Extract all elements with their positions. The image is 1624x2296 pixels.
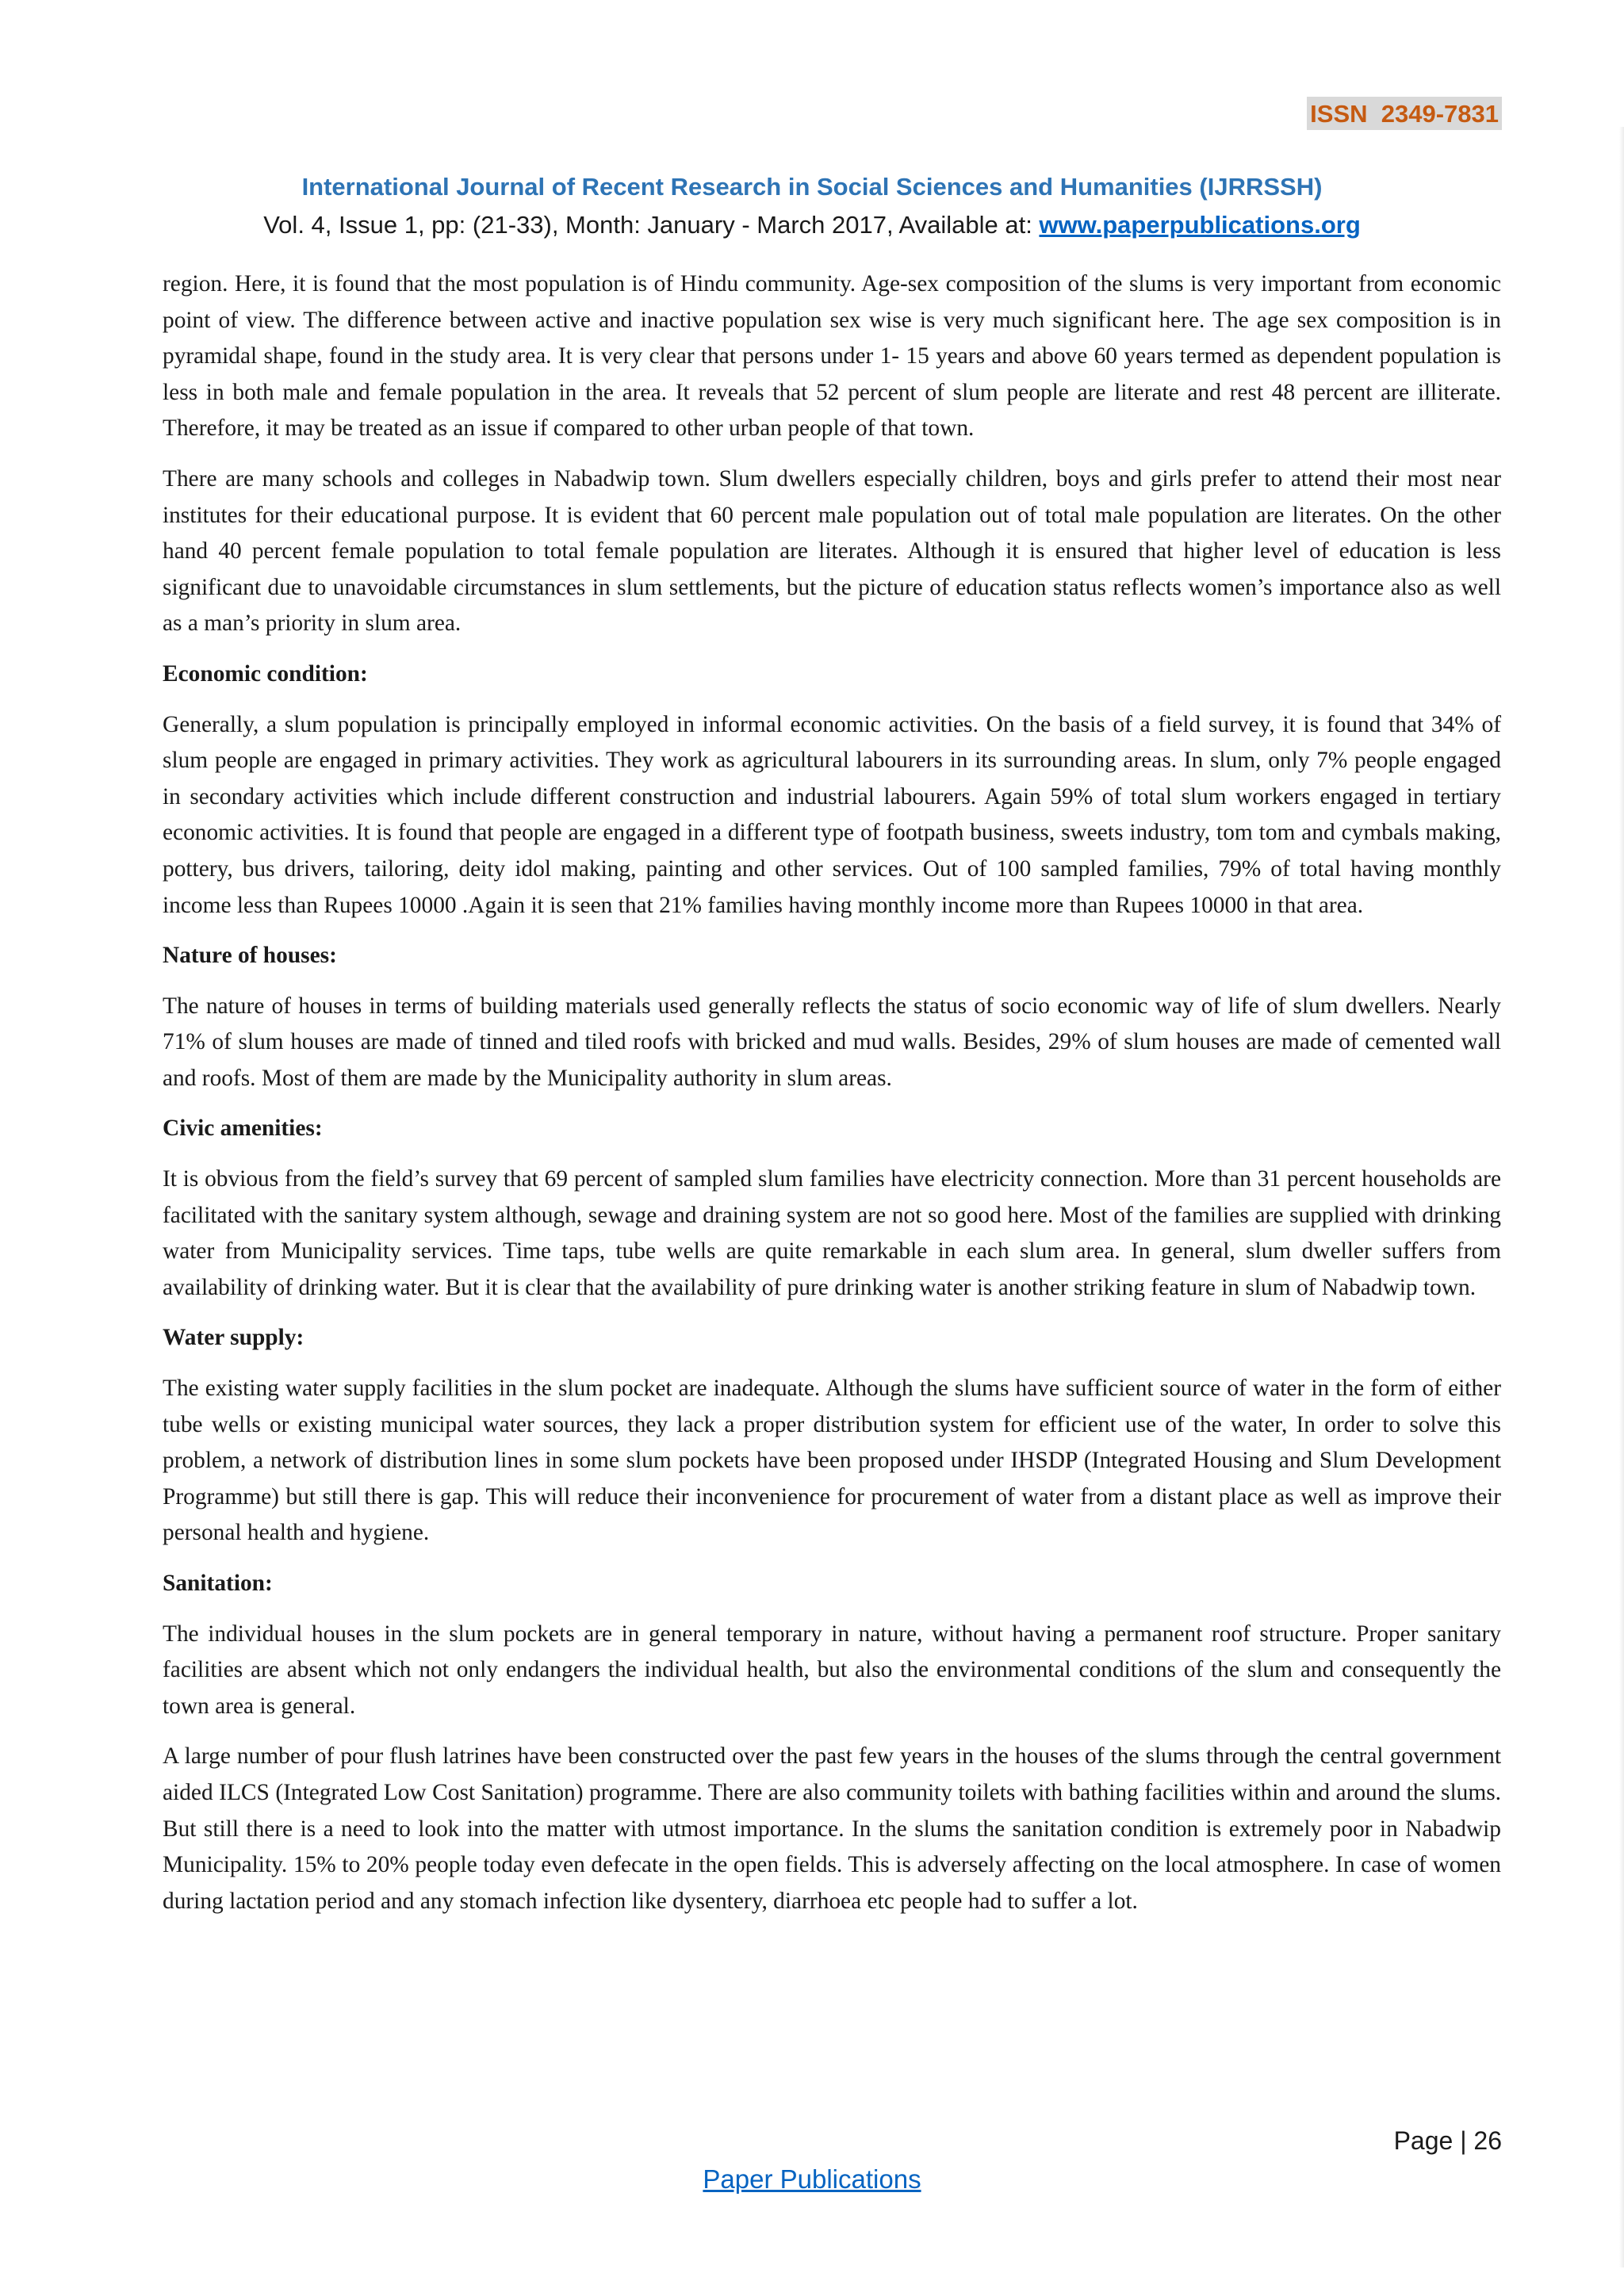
paragraph-sanitation-2: A large number of pour flush latrines have been constructed over the past few years in the houses of the slums through the central government aided ILCS (Integrated Low Cost Sanitation) programme. There are also community toilets with bathing facilities within and around the slums. But still there is a need to look into the matter with utmost importance. In the slums the sanitation condition is extremely poor in Nabadwip Municipality. 15% to 20% people today even defecate in the open fields. This is adversely affecting on the local atmosphere. In case of women during lactation period and any stomach infection like dysentery, diarrhoea etc people had to suffer a lot. (163, 1743, 1501, 1914)
page-edge-shadow (1619, 127, 1624, 2267)
journal-info-text: Vol. 4, Issue 1, pp: (21-33), Month: January - March 2017, Available at: (263, 211, 1040, 239)
publisher-link[interactable]: Paper Publications (703, 2164, 921, 2194)
paragraph-civic-amenities: It is obvious from the field’s survey that 69 percent of sampled slum families have electricity connection. More than 31 percent households are facilitated with the sanitary system although, sewage and draining system are not so good here. Most of the families are supplied with drinking water from Municipality services. Time taps, tube wells are quite remarkable in each slum area. In general, slum dweller suffers from availability of drinking water. But it is clear that the availability of pure drinking water is another striking feature in slum of Nabadwip town. (163, 1166, 1501, 1300)
paragraph-sanitation-1: The individual houses in the slum pockets are in general temporary in nature, without having a permanent roof structure. Proper sanitary facilities are absent which not only endangers the individual health, but also the environmental conditions of the slum and consequently the town area is general. (163, 1621, 1501, 1719)
heading-nature-of-houses: Nature of houses: (163, 943, 337, 969)
journal-info (0, 211, 1624, 239)
issn-label: ISSN 2349-7831 (1307, 97, 1502, 130)
heading-water-supply: Water supply: (163, 1325, 304, 1351)
paragraph-education: There are many schools and colleges in Nabadwip town. Slum dwellers especially children, boys and girls prefer to attend their most near institutes for their educational purpose. It is evident that 60 percent male population out of total male population are literates. On the other hand 40 percent female population to total female population are literates. Although it is ensured that higher level of education is less significant due to unavoidable circumstances in slum settlements, but the picture of education status reflects women’s importance also as well as a man’s priority in slum area. (163, 465, 1501, 637)
paragraph-nature-of-houses: The nature of houses in terms of building materials used generally reflects the status of socio economic way of life of slum dwellers. Nearly 71% of slum houses are made of tinned and tiled roofs with bricked and mud walls. Besides, 29% of slum houses are made of cemented wall and roofs. Most of them are made by the Municipality authority in slum areas. (163, 993, 1501, 1091)
journal-website-link[interactable]: www.paperpublications.org (1039, 211, 1361, 239)
heading-sanitation: Sanitation: (163, 1571, 273, 1596)
paragraph-economic-condition: Generally, a slum population is principally employed in informal economic activities. On the basis of a field survey, it is found that 34% of slum people are engaged in primary activities. They work as agricultural labourers in its surrounding areas. In slum, only 7% people engaged in secondary activities which include different construction and industrial labourers. Again 59% of total slum workers engaged in tertiary economic activities. It is found that people are engaged in a different type of footpath business, sweets industry, tom tom and cymbals making, pottery, bus drivers, tailoring, deity idol making, painting and other services. Out of 100 sampled families, 79% of total having monthly income less than Rupees 10000 .Again it is seen that 21% families having monthly income more than Rupees 10000 in that area. (163, 711, 1501, 918)
paragraph-water-supply: The existing water supply facilities in the slum pocket are inadequate. Although the slums have sufficient source of water in the form of either tube wells or existing municipal water sources, they lack a proper distribution system for efficient use of the water, In order to solve this problem, a network of distribution lines in some slum pockets have been proposed under IHSDP (Integrated Housing and Slum Development Programme) but still there is gap. This will reduce their inconvenience for procurement of water from a distant place as well as improve their personal health and hygiene. (163, 1376, 1501, 1546)
paragraph-population: region. Here, it is found that the most population is of Hindu community. Age-sex composition of the slums is very important from economic point of view. The difference between active and inactive population sex wise is very much significant here. The age sex composition is in pyramidal shape, found in the study area. It is very clear that persons under 1- 15 years and above 60 years termed as dependent population is less in both male and female population in the area. It reveals that 52 percent of slum people are literate and rest 48 percent are illiterate. Therefore, it may be treated as an issue if compared to other urban people of that town. (163, 271, 1501, 442)
heading-civic-amenities: Civic amenities: (163, 1115, 323, 1142)
page-number: Page | 26 (1393, 2126, 1502, 2155)
heading-economic-condition: Economic condition: (163, 660, 368, 687)
journal-title: International Journal of Recent Research in Social Sciences and Humanities (IJRRSSH) (301, 173, 1323, 201)
article-body (163, 266, 1501, 1934)
